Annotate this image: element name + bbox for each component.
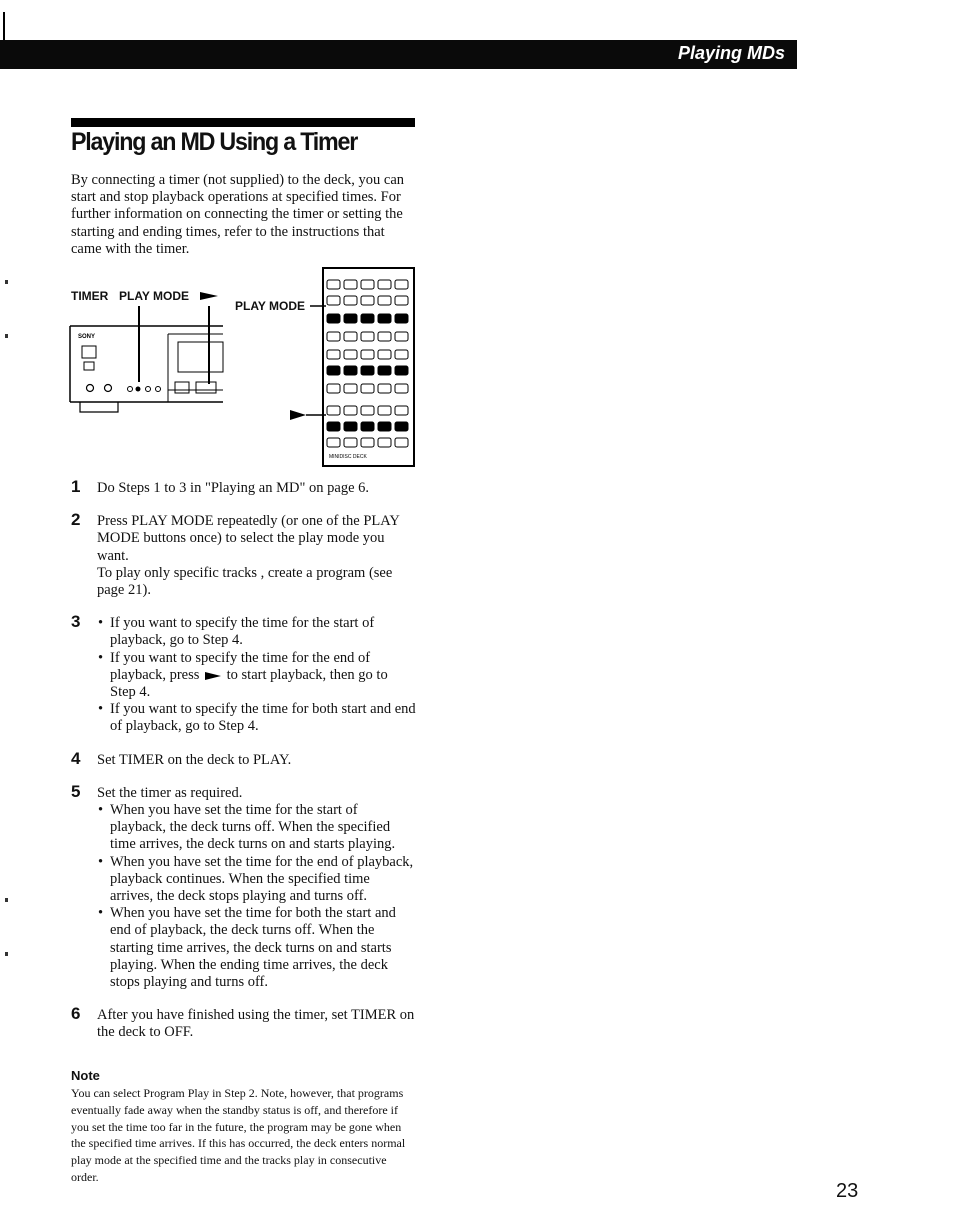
remote-button — [327, 438, 340, 447]
remote-control-illustration — [321, 266, 417, 468]
deck-front-panel-illustration — [68, 302, 228, 414]
step-number: 6 — [71, 1004, 81, 1024]
header-tick-mark — [3, 12, 5, 42]
step-1 — [71, 477, 416, 497]
margin-mark — [5, 898, 8, 902]
timer-label: TIMER — [71, 289, 109, 303]
remote-button — [327, 406, 340, 415]
steps-list — [71, 477, 416, 1058]
step-number: 5 — [71, 781, 81, 801]
remote-button — [344, 422, 357, 431]
step-text: Do Steps 1 to 3 in "Playing an MD" on page 6. — [97, 480, 370, 496]
step-3 — [71, 612, 416, 735]
remote-button — [395, 438, 408, 447]
step-4 — [71, 748, 416, 769]
title-rule — [71, 118, 415, 127]
play-arrow-icon — [203, 671, 223, 681]
remote-button — [344, 366, 357, 375]
remote-button — [361, 406, 374, 415]
deck-play-mode-label: PLAY MODE — [119, 289, 190, 303]
remote-button — [361, 438, 374, 447]
note-body: You can select Program Play in Step 2. Note, however, that programs eventually fade away when the standby status is off, and therefore if you set the time too far in the future, the program may be gone when the specified time arrives. If this has occurred, the deck enters normal play mode at the specified time and the tracks play in consecutive order. — [71, 1086, 406, 1184]
step-text: Set the timer as required. — [97, 784, 243, 801]
remote-bottom-text: MINIDISC DECK — [329, 454, 367, 460]
remote-button — [395, 422, 408, 431]
intro-paragraph: By connecting a timer (not supplied) to the deck, you can start and stop playback operations at specified times. For further information on connecting the timer or setting the starting and ending times, refer to the instructions that came with the timer. — [71, 172, 405, 257]
remote-button — [327, 280, 340, 289]
remote-button — [395, 350, 408, 359]
remote-button — [344, 438, 357, 447]
remote-button — [327, 332, 340, 341]
play-arrow-icon — [198, 291, 220, 301]
bullet-item: • If you want to specify the time for the end of playback, press to start playback, then go to Step 4. — [97, 650, 416, 702]
margin-mark — [5, 952, 8, 956]
page-title: Playing an MD Using a Timer — [71, 128, 358, 156]
remote-button — [378, 350, 391, 359]
remote-button — [395, 366, 408, 375]
remote-button — [378, 296, 391, 305]
page-number: 23 — [836, 1180, 859, 1202]
remote-button — [344, 350, 357, 359]
remote-button — [378, 280, 391, 289]
remote-button — [327, 366, 340, 375]
bullet-item: • If you want to specify the time for both start and end of playback, go to Step 4. — [97, 701, 416, 735]
step-number: 2 — [71, 510, 81, 530]
step-number: 4 — [71, 748, 81, 768]
remote-button — [378, 314, 391, 323]
remote-play-mode-label: PLAY MODE — [235, 299, 306, 313]
step-extra-text: To play only specific tracks , create a program (see page 21). — [97, 564, 393, 599]
remote-button — [395, 296, 408, 305]
note-heading: Note — [71, 1068, 100, 1083]
step-text: Set TIMER on the deck to PLAY. — [97, 751, 292, 768]
remote-button — [378, 384, 391, 393]
step-6 — [71, 1004, 416, 1041]
remote-button — [361, 314, 374, 323]
remote-button — [378, 422, 391, 431]
bullet-item: • When you have set the time for the end of playback, playback continues. When the specified time arrives, the deck stops playing and turns off. — [97, 854, 416, 906]
remote-button — [361, 280, 374, 289]
remote-button — [395, 406, 408, 415]
remote-button — [378, 406, 391, 415]
remote-button — [378, 438, 391, 447]
remote-button — [344, 280, 357, 289]
remote-button — [361, 384, 374, 393]
remote-button — [344, 296, 357, 305]
remote-button — [361, 422, 374, 431]
remote-button — [327, 350, 340, 359]
step-number: 1 — [71, 477, 81, 496]
remote-button — [344, 406, 357, 415]
remote-button — [378, 366, 391, 375]
remote-button — [344, 384, 357, 393]
play-mode-pointer-line — [276, 300, 326, 312]
bullet-item: • When you have set the time for the start of playback, the deck turns off. When the specified time arrives, the deck turns on and starts playing. — [97, 802, 416, 854]
remote-button — [361, 350, 374, 359]
step-number: 3 — [71, 612, 81, 632]
remote-button — [378, 332, 391, 341]
step-5 — [71, 781, 416, 991]
margin-mark — [5, 280, 8, 284]
remote-button — [344, 314, 357, 323]
remote-button — [361, 332, 374, 341]
remote-button — [395, 314, 408, 323]
deck-brand: SONY — [78, 334, 96, 340]
section-title: Playing MDs — [677, 43, 785, 63]
section-header-bar — [0, 40, 797, 69]
remote-button — [395, 332, 408, 341]
step-text: After you have finished using the timer, set TIMER on the deck to OFF. — [97, 1007, 415, 1041]
step-text: Press PLAY MODE repeatedly (or one of the PLAY MODE buttons once) to select the play mode you want. — [97, 513, 400, 564]
remote-button — [361, 366, 374, 375]
margin-mark — [5, 334, 8, 338]
step-2 — [71, 510, 416, 599]
bullet-item: • If you want to specify the time for the start of playback, go to Step 4. — [97, 615, 416, 649]
remote-button — [395, 280, 408, 289]
remote-button — [327, 314, 340, 323]
remote-button — [327, 296, 340, 305]
remote-button — [327, 422, 340, 431]
remote-button — [361, 296, 374, 305]
remote-button — [327, 384, 340, 393]
remote-button — [344, 332, 357, 341]
bullet-item: • When you have set the time for both the start and end of playback, the deck turns off. When the starting time arrives, the deck turns on and starts playing. When the ending time arrives, the deck stops playing and turns off. — [97, 905, 416, 991]
remote-button — [395, 384, 408, 393]
